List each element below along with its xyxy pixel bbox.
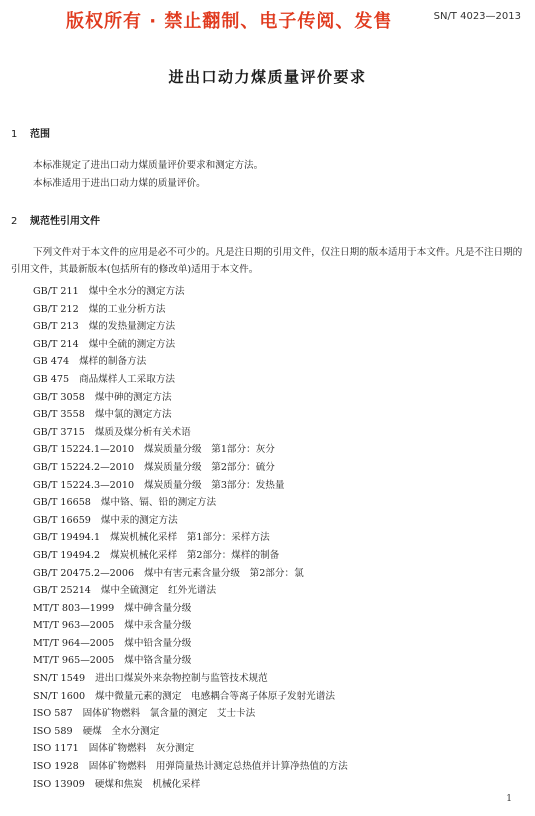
reference-code: GB/T 211: [33, 286, 79, 297]
reference-item: [33, 547, 348, 565]
reference-code: GB/T 19494.1: [33, 532, 101, 544]
reference-item: [33, 512, 348, 530]
reference-item: [33, 705, 348, 723]
reference-code: SN/T 1600: [33, 690, 86, 702]
reference-title: 煤中氯的测定方法: [94, 409, 172, 421]
reference-title: 煤中铬、镉、铅的测定方法: [100, 497, 217, 509]
section-title: 规范性引用文件: [30, 216, 100, 227]
reference-title: 煤中汞含量分级: [124, 620, 192, 632]
reference-item: [33, 652, 348, 670]
reference-item: [33, 617, 348, 635]
reference-title: 煤炭机械化采样 第2部分：煤样的制备: [110, 549, 280, 561]
reference-title: 煤样的制备方法: [79, 356, 147, 368]
reference-title: 煤炭质量分级 第1部分：灰分: [144, 444, 275, 456]
section-heading-normative-references: [11, 212, 100, 227]
section-number: 1: [11, 129, 18, 140]
reference-title: 固体矿物燃料 用弹筒量热计测定总热值并计算净热值的方法: [88, 761, 348, 773]
reference-item: [33, 758, 348, 776]
reference-title: 煤中有害元素含量分级 第2部分：氯: [144, 567, 304, 579]
reference-item: [33, 670, 348, 688]
reference-item: [33, 477, 348, 495]
reference-title: 煤炭机械化采样 第1部分：采样方法: [110, 532, 270, 544]
reference-title: 煤炭质量分级 第3部分：发热量: [144, 479, 285, 491]
reference-item: [33, 371, 348, 389]
reference-code: ISO 13909: [33, 778, 85, 790]
reference-code: ISO 1171: [33, 743, 79, 755]
reference-item: [33, 353, 348, 371]
reference-code: GB/T 15224.2—2010: [33, 461, 135, 473]
section-number: 2: [11, 216, 18, 227]
reference-code: GB 475: [33, 373, 70, 385]
reference-code: GB/T 20475.2—2006: [33, 567, 135, 579]
reference-title: 固体矿物燃料 灰分测定: [88, 743, 195, 755]
reference-title: 煤中铬含量分级: [124, 655, 192, 667]
reference-title: 煤中汞的测定方法: [100, 514, 178, 526]
reference-code: GB/T 213: [33, 321, 79, 333]
reference-item: [33, 582, 348, 600]
reference-title: 硬煤 全水分测定: [82, 725, 160, 737]
reference-code: ISO 589: [33, 725, 73, 737]
section-heading-scope: [11, 125, 50, 140]
reference-code: GB/T 16658: [33, 497, 91, 509]
reference-title: 煤的工业分析方法: [88, 303, 166, 315]
reference-code: GB 474: [33, 356, 70, 368]
reference-code: GB/T 214: [33, 338, 79, 350]
reference-code: MT/T 964—2005: [33, 637, 115, 649]
standard-code: SN/T 4023—2013: [433, 11, 521, 22]
reference-item: [33, 635, 348, 653]
reference-code: GB/T 212: [33, 303, 79, 315]
reference-title: 煤中微量元素的测定 电感耦合等离子体原子发射光谱法: [95, 690, 335, 702]
reference-title: 煤中铅含量分级: [124, 637, 192, 649]
reference-item: [33, 318, 348, 336]
reference-code: GB/T 15224.3—2010: [33, 479, 135, 491]
reference-item: [33, 441, 348, 459]
reference-item: [33, 424, 348, 442]
reference-code: MT/T 963—2005: [33, 620, 115, 632]
reference-title: 硬煤和焦炭 机械化采样: [94, 778, 201, 790]
reference-title: 商品煤样人工采取方法: [79, 373, 176, 385]
reference-item: [33, 459, 348, 477]
reference-item: [33, 529, 348, 547]
section-title: 范围: [30, 129, 50, 140]
reference-code: GB/T 16659: [33, 514, 91, 526]
reference-title: 煤中全硫测定 红外光谱法: [100, 585, 217, 597]
reference-code: GB/T 3558: [33, 409, 85, 421]
scope-paragraph: 本标准规定了进出口动力煤质量评价要求和测定方法。: [33, 160, 264, 171]
reference-item: [33, 600, 348, 618]
reference-code: MT/T 965—2005: [33, 655, 115, 667]
reference-item: [33, 723, 348, 741]
scope-paragraph: 本标准适用于进出口动力煤的质量评价。: [33, 178, 206, 189]
page-number: 1: [506, 794, 512, 804]
reference-item: [33, 301, 348, 319]
reference-title: 煤中全水分的测定方法: [88, 286, 185, 297]
reference-title: 煤中砷的测定方法: [94, 391, 172, 403]
reference-code: SN/T 1549: [33, 673, 86, 685]
reference-item: [33, 406, 348, 424]
document-title: 进出口动力煤质量评价要求: [168, 68, 367, 86]
reference-item: [33, 688, 348, 706]
reference-item: [33, 565, 348, 583]
reference-item: [33, 389, 348, 407]
reference-code: ISO 1928: [33, 761, 79, 773]
reference-item: [33, 494, 348, 512]
reference-item: [33, 776, 348, 794]
reference-code: GB/T 15224.1—2010: [33, 444, 135, 456]
reference-item: [33, 336, 348, 354]
reference-code: ISO 587: [33, 708, 73, 720]
reference-title: 煤质及煤分析有关术语: [94, 426, 191, 438]
reference-code: GB/T 19494.2: [33, 549, 101, 561]
watermark: 版权所有 · 禁止翻制、电子传阅、发售: [66, 11, 393, 32]
reference-code: GB/T 3715: [33, 426, 85, 438]
reference-title: 煤炭质量分级 第2部分：硫分: [144, 461, 275, 473]
reference-item: [33, 740, 348, 758]
reference-code: GB/T 3058: [33, 391, 85, 403]
reference-title: 煤中全硫的测定方法: [88, 338, 176, 350]
reference-list: [33, 283, 348, 793]
reference-code: MT/T 803—1999: [33, 602, 115, 614]
reference-code: GB/T 25214: [33, 585, 91, 597]
reference-item: [33, 283, 348, 301]
reference-title: 固体矿物燃料 氯含量的测定 艾士卡法: [82, 708, 256, 720]
reference-title: 煤的发热量测定方法: [88, 321, 176, 333]
reference-title: 进出口煤炭外来杂物控制与监管技术规范: [95, 673, 268, 685]
reference-title: 煤中砷含量分级: [124, 602, 192, 614]
references-intro-paragraph: 下列文件对于本文件的应用是必不可少的。凡是注日期的引用文件，仅注日期的版本适用于本文件。凡是不注日期的引用文件，其最新版本(包括所有的修改单)适用于本文件。: [11, 247, 523, 275]
